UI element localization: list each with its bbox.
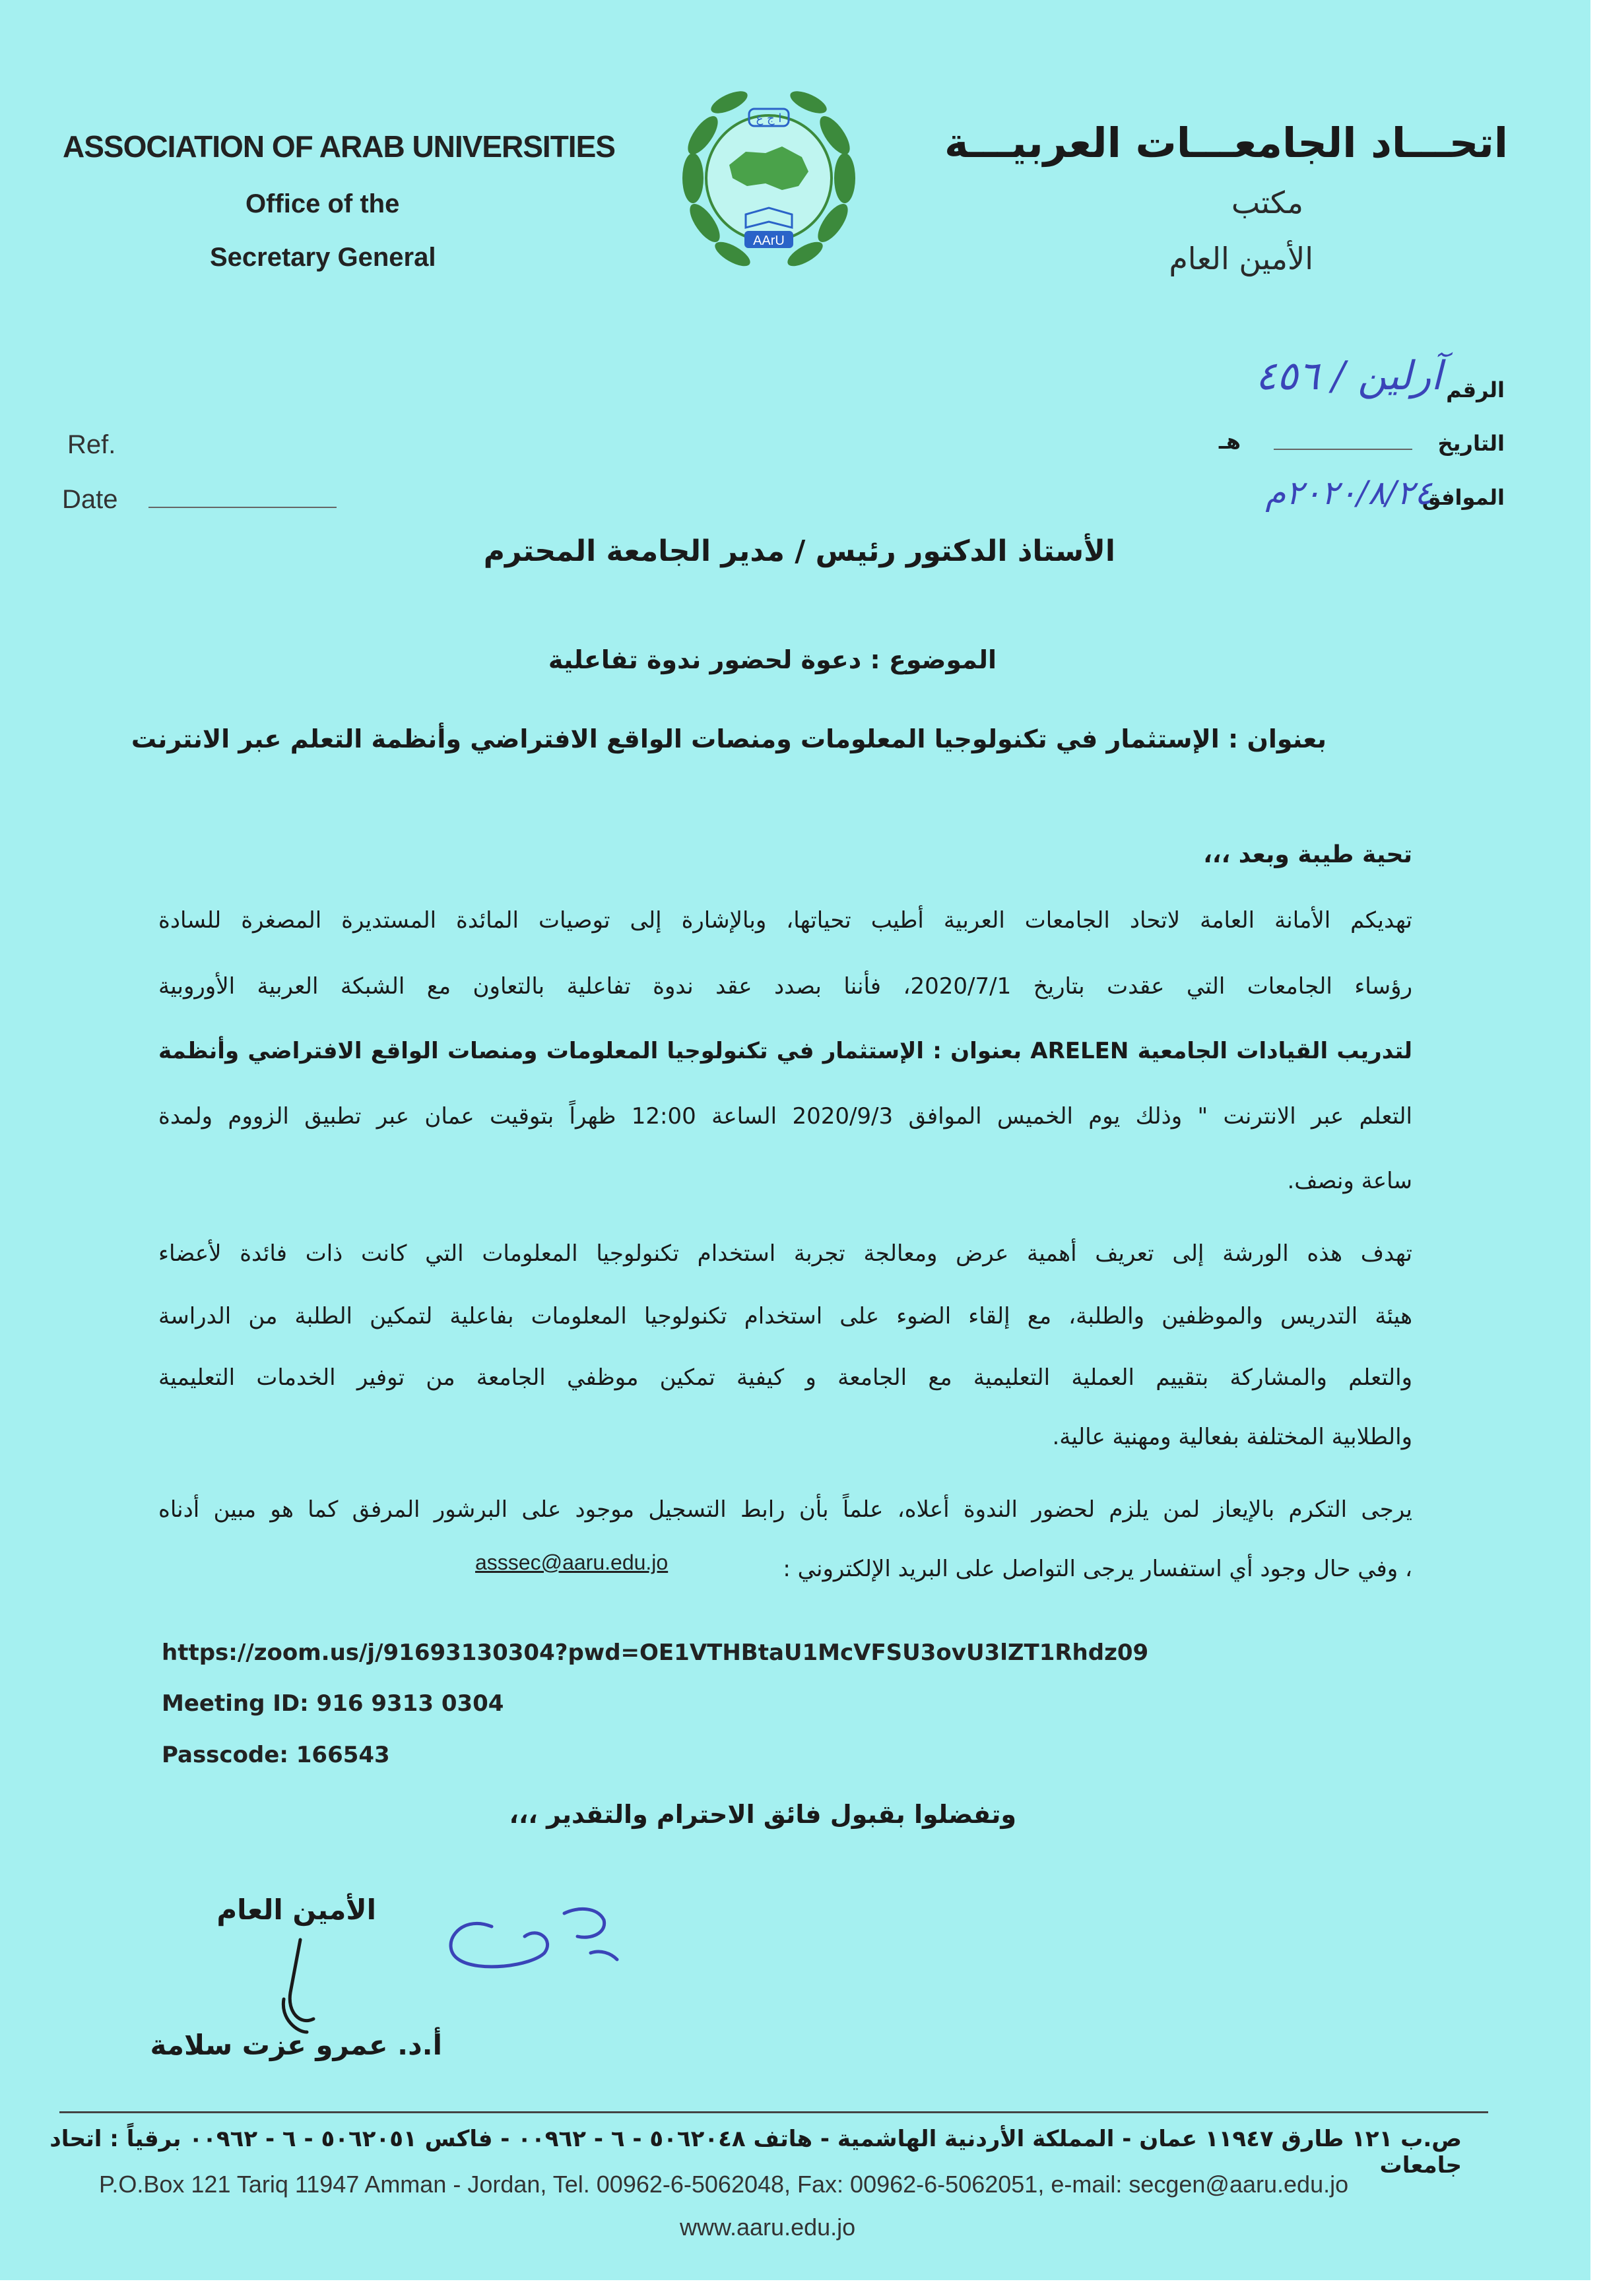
- p1-line-5: ساعة ونصف.: [1287, 1168, 1412, 1194]
- p1-line-3: لتدريب القيادات الجامعية ARELEN بعنوان : الإستثمار في تكنولوجيا المعلومات ومنصات الواقع الافتراضي وأنظمة: [158, 1038, 1412, 1064]
- zoom-link[interactable]: https://zoom.us/j/91693130304?pwd=OE1VTHBtaU1McVFSU3ovU3lZT1Rhdz09: [162, 1640, 1149, 1666]
- date-label-ar: التاريخ: [1437, 431, 1505, 456]
- ref-value-handwritten: آرلين / ٤٥٦: [1255, 353, 1442, 399]
- greeting: تحية طيبة وبعد ،،،: [1203, 841, 1412, 868]
- closing: وتفضلوا بقبول فائق الاحترام والتقدير ،،،: [509, 1800, 1016, 1829]
- p1-line-2: رؤساء الجامعات التي عقدت بتاريخ 2020/7/1، فأننا بصدد عقد ندوة تفاعلية بالتعاون مع الشبكة العربية الأوروبية: [158, 973, 1412, 1000]
- office-en-2: Secretary General: [210, 243, 436, 272]
- seminar-title: بعنوان : الإستثمار في تكنولوجيا المعلومات ومنصات الواقع الافتراضي وأنظمة التعلم عبر الانترنت: [131, 724, 1327, 753]
- footer-website[interactable]: www.aaru.edu.jo: [680, 2214, 856, 2241]
- signatory-title: الأمين العام: [216, 1894, 376, 1926]
- date-label-en: Date: [62, 485, 118, 514]
- hijri-mark: هـ: [1218, 429, 1241, 454]
- ref-label-ar: الرقم: [1446, 377, 1505, 402]
- office-ar-1: مكتب: [1231, 185, 1303, 220]
- p3-line-1: يرجى التكرم بالإيعاز لمن يلزم لحضور الندوة أعلاه، علماً بأن رابط التسجيل موجود على البرشور المرفق كما هو مبين أدناه: [158, 1496, 1412, 1523]
- signatory-name: أ.د. عمرو عزت سلامة: [150, 2029, 442, 2061]
- ref-label-en: Ref.: [67, 430, 116, 459]
- p2-line-4: والطلابية المختلفة بفعالية ومهنية عالية.: [1052, 1424, 1412, 1450]
- subject: الموضوع : دعوة لحضور ندوة تفاعلية: [548, 645, 997, 674]
- footer-divider: [59, 2111, 1488, 2113]
- footer-address-ar: ص.ب ١٢١ طارق ١١٩٤٧ عمان - المملكة الأردنية الهاشمية - هاتف ٥٠٦٢٠٤٨ - ٦ - ٠٠٩٦٢ - فاكس ٥٠٦٢٠٥١ - ٦ - ٠٠٩٦٢ برقياً : اتحاد جامعات: [49, 2126, 1462, 2179]
- meeting-id: Meeting ID: 916 9313 0304: [162, 1690, 504, 1717]
- svg-text:AArU: AArU: [753, 234, 785, 248]
- contact-email-link[interactable]: asssec@aaru.edu.jo: [475, 1550, 669, 1574]
- office-ar-2: الأمين العام: [1169, 241, 1313, 276]
- p2-line-1: تهدف هذه الورشة إلى تعريف أهمية عرض ومعالجة تجربة استخدام تكنولوجيا المعلومات التي كانت ذات فائدة لأعضاء: [158, 1240, 1412, 1267]
- gregorian-label: الموافق: [1422, 485, 1505, 510]
- date-line-ar: [1274, 449, 1412, 450]
- org-name-en: ASSOCIATION OF ARAB UNIVERSITIES: [63, 129, 615, 164]
- p3-line-2: ، وفي حال وجود أي استفسار يرجى التواصل على البريد الإلكتروني :: [783, 1556, 1412, 1582]
- svg-text:ا ج ع: ا ج ع: [756, 112, 782, 125]
- gregorian-value-handwritten: ٢٠٢٠/٨/٢٤م: [1265, 474, 1432, 512]
- p2-line-2: هيئة التدريس والموظفين والطلبة، مع إلقاء الضوء على استخدام تكنولوجيا المعلومات بفاعلية لتمكين الطلبة من الدراسة: [158, 1303, 1412, 1329]
- passcode: Passcode: 166543: [162, 1742, 390, 1768]
- p1-line-1: تهديكم الأمانة العامة لاتحاد الجامعات العربية أطيب تحياتها، وبالإشارة إلى توصيات المائدة المستديرة المصغرة للسادة: [158, 907, 1412, 934]
- aaru-logo: [667, 73, 871, 284]
- office-en-1: Office of the: [246, 189, 400, 218]
- footer-address-en: P.O.Box 121 Tariq 11947 Amman - Jordan, Tel. 00962-6-5062048, Fax: 00962-6-5062051, e-mail: secgen@aaru.edu.jo: [99, 2171, 1349, 2198]
- p2-line-3: والتعلم والمشاركة بتقييم العملية التعليمية مع الجامعة و كيفية تمكين موظفي الجامعة من توفير الخدمات التعليمية: [158, 1364, 1412, 1391]
- org-name-ar: اتحـــاد الجامعـــات العربيـــة: [944, 119, 1508, 167]
- addressee: الأستاذ الدكتور رئيس / مدير الجامعة المحترم: [483, 534, 1115, 568]
- signature-scribble: [432, 1887, 650, 1986]
- p1-line-4: التعلم عبر الانترنت " وذلك يوم الخميس الموافق 2020/9/3 الساعة 12:00 ظهراً بتوقيت عمان عبر تطبيق الزووم ولمدة: [158, 1103, 1412, 1130]
- date-line-en: [148, 507, 337, 508]
